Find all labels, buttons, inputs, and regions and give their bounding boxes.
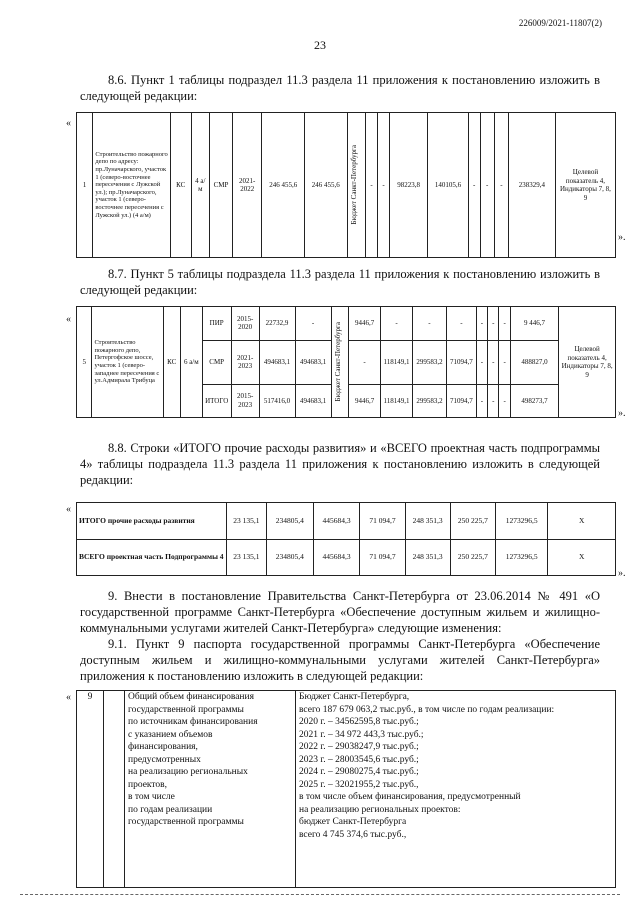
t3-r1-v1: 234805,4	[266, 539, 313, 576]
t2-r0-cost: 22732,9	[259, 307, 295, 341]
t1-c2: -	[378, 113, 390, 258]
t2-r2-limit: 494683,1	[295, 384, 331, 418]
t4-right-line: всего 187 679 063,2 тыс.руб., в том числе по годам реализации:	[299, 704, 555, 715]
t3-r0-v0: 23 135,1	[226, 503, 266, 540]
t2-r2-total: 498273,7	[510, 384, 558, 418]
t2-r2-v4: -	[476, 384, 487, 418]
t4-num: 9	[77, 691, 104, 888]
t2-r0-v1: -	[381, 307, 413, 341]
t2-r1-v6: -	[499, 340, 510, 384]
t1-capacity: 4 а/м	[191, 113, 210, 258]
t4-left-line: с указанием объемов	[128, 729, 213, 740]
t2-r2-cost: 517416,0	[259, 384, 295, 418]
t3-r0-v5: 250 225,7	[450, 503, 495, 540]
t1-c6: -	[480, 113, 494, 258]
paragraph-8-6: 8.6. Пункт 1 таблицы подраздел 11.3 раздела 11 приложения к постановлению изложить в следующей редакции:	[80, 73, 600, 103]
t2-r0-v0: 9446,7	[349, 307, 381, 341]
t1-stage: СМР	[210, 113, 233, 258]
table-item-1	[76, 112, 616, 258]
t2-r0-v2: -	[412, 307, 446, 341]
t3-r1-v2: 445684,3	[313, 539, 360, 576]
t1-c1: -	[366, 113, 378, 258]
t2-r2-period: 2015-2023	[231, 384, 259, 418]
table3-open-quote: «	[66, 504, 71, 515]
table3-close-quote: ».	[618, 568, 626, 579]
t1-name: Строительство пожарного депо по адресу: пр.Луначарского, участок 1 (северо-восточнее пересечения с Лужской ул.); пр.Луначарского, участок 1 (северо-восточнее пересечения с Лужской ул.) (4 а/м)	[93, 113, 170, 258]
table-passport-item-9	[76, 690, 616, 888]
t2-r1-total: 488827,0	[510, 340, 558, 384]
t2-r1-stage: СМР	[202, 340, 231, 384]
t2-r2-stage: ИТОГО	[202, 384, 231, 418]
t4-right-line: 2023 г. – 28003545,6 тыс.руб.;	[299, 754, 419, 765]
t4-right-line: в том числе объем финансирования, предусмотренный	[299, 792, 521, 802]
t4-right-column	[296, 691, 616, 888]
t3-r0-v1: 234805,4	[266, 503, 313, 540]
t4-right-line: на реализацию региональных проектов:	[299, 804, 461, 815]
t1-c7: -	[494, 113, 508, 258]
t2-capacity: 6 а/м	[181, 307, 203, 418]
paragraph-9-1: 9.1. Пункт 9 паспорта государственной программы Санкт-Петербурга «Обеспечение доступным жильем и жилищно-коммунальными услугами жителей Санкт-Петербурга» приложения к постановлению изложить в следующей редакции:	[80, 637, 600, 683]
t4-right-line: Бюджет Санкт-Петербурга,	[299, 692, 410, 702]
paragraph-9: 9. Внести в постановление Правительства Санкт-Петербурга от 23.06.2014 № 491 «О государственной программе Санкт-Петербурга «Обеспечение доступным жильем и жилищно-коммунальными услугами жителей Санкт-Петербурга» следующие изменения:	[80, 589, 600, 635]
t2-r1-v5: -	[488, 340, 499, 384]
t2-r2-v5: -	[488, 384, 499, 418]
t2-r0-limit: -	[295, 307, 331, 341]
t2-r1-v4: -	[476, 340, 487, 384]
t4-right-line: 2020 г. – 34562595,8 тыс.руб.;	[299, 717, 419, 727]
t2-r1-period: 2021-2023	[231, 340, 259, 384]
t2-r0-stage: ПИР	[202, 307, 231, 341]
t2-r1-v2: 299583,2	[412, 340, 446, 384]
t2-name: Строительство пожарного депо, Петергофское шоссе, участок 1 (северо-западнее пересечения с ул.Адмирала Трибуца	[92, 307, 163, 418]
t2-r0-v3: -	[446, 307, 476, 341]
t4-left-line: по годам реализации	[128, 804, 213, 815]
t1-indicator: Целевой показатель 4, Индикаторы 7, 8, 9	[555, 113, 615, 258]
t2-r2-v1: 118149,1	[381, 384, 413, 418]
t3-r1-v5: 250 225,7	[450, 539, 495, 576]
t3-r1-v4: 248 351,3	[405, 539, 450, 576]
t4-right-line: 2021 г. – 34 972 443,3 тыс.руб.;	[299, 729, 424, 740]
t4-right-line: 2025 г. – 32021955,2 тыс.руб.,	[299, 779, 419, 790]
table1-open-quote: «	[66, 118, 71, 129]
t1-type: КС	[170, 113, 191, 258]
t1-period: 2021-2022	[232, 113, 261, 258]
document-number: 226009/2021-11807(2)	[518, 18, 602, 28]
t2-r0-v4: -	[476, 307, 487, 341]
t4-right-line: 2022 г. – 29038247,9 тыс.руб.;	[299, 742, 419, 752]
t2-source: Бюджет Санкт-Петербурга	[333, 322, 342, 402]
t2-r2-v2: 299583,2	[412, 384, 446, 418]
t4-left-line: проектов,	[128, 779, 168, 790]
paragraph-8-7: 8.7. Пункт 5 таблицы подраздела 11.3 раздела 11 приложения к постановлению изложить в следующей редакции:	[80, 267, 600, 297]
table2-open-quote: «	[66, 314, 71, 325]
page-bottom-divider	[20, 894, 620, 895]
t4-right-line: 2024 г. – 29080275,4 тыс.руб.;	[299, 767, 419, 777]
t4-left-line: по источникам финансирования	[128, 717, 258, 727]
t3-r0-label: ИТОГО прочие расходы развития	[77, 503, 227, 540]
t2-num: 5	[77, 307, 92, 418]
t3-r0-v4: 248 351,3	[405, 503, 450, 540]
paragraph-8-8: 8.8. Строки «ИТОГО прочие расходы развития» и «ВСЕГО проектная часть подпрограммы 4» таблицы подраздела 11.3 раздела 11 приложения к постановлению изложить в следующей редакции:	[80, 441, 600, 487]
t4-left-line: на реализацию региональных	[128, 767, 248, 777]
page-number: 23	[314, 38, 326, 52]
t2-r1-v3: 71094,7	[446, 340, 476, 384]
t2-r1-cost: 494683,1	[259, 340, 295, 384]
t4-left-line: государственной программы	[128, 704, 244, 715]
t3-r0-v2: 445684,3	[313, 503, 360, 540]
t3-r0-v6: 1273296,5	[495, 503, 547, 540]
t2-r2-v6: -	[499, 384, 510, 418]
t2-r1-v1: 118149,1	[381, 340, 413, 384]
t4-right-line: всего 4 745 374,6 тыс.руб.,	[299, 829, 407, 840]
t2-r1-v0: -	[349, 340, 381, 384]
t4-left-line: государственной программы	[128, 817, 244, 827]
t3-r1-v0: 23 135,1	[226, 539, 266, 576]
t1-num: 1	[77, 113, 93, 258]
t4-left-line: предусмотренных	[128, 754, 201, 765]
t3-r0-v3: 71 094,7	[360, 503, 405, 540]
t2-r0-period: 2015-2020	[231, 307, 259, 341]
t1-cost: 246 455,6	[262, 113, 305, 258]
t4-right-line: бюджет Санкт-Петербурга	[299, 817, 407, 827]
t1-c4: 140105,6	[428, 113, 468, 258]
t2-type: КС	[163, 307, 181, 418]
t2-indicator: Целевой показатель 4, Индикаторы 7, 8, 9	[559, 307, 616, 418]
table-totals	[76, 502, 616, 576]
t2-r0-v6: -	[499, 307, 510, 341]
table-item-5	[76, 306, 616, 418]
t3-r1-v6: 1273296,5	[495, 539, 547, 576]
t3-r1-v3: 71 094,7	[360, 539, 405, 576]
t4-left-line: в том числе	[128, 792, 175, 802]
t2-r0-total: 9 446,7	[510, 307, 558, 341]
table1-close-quote: ».	[618, 232, 626, 243]
t1-c5: -	[468, 113, 480, 258]
t1-source: Бюджет Санкт-Петербурга	[349, 145, 358, 225]
t3-r1-x: Х	[548, 539, 616, 576]
table4-open-quote: «	[66, 692, 71, 703]
t1-c3: 98223,8	[390, 113, 428, 258]
t4-left-column	[125, 691, 296, 888]
t1-total: 238329,4	[508, 113, 555, 258]
t4-left-line: Общий объем финансирования	[128, 692, 254, 702]
t3-r0-x: Х	[548, 503, 616, 540]
t2-r0-v5: -	[488, 307, 499, 341]
t2-r2-v3: 71094,7	[446, 384, 476, 418]
t2-r2-v0: 9446,7	[349, 384, 381, 418]
t4-left-line: финансирования,	[128, 742, 198, 752]
t2-r1-limit: 494683,1	[295, 340, 331, 384]
t3-r1-label: ВСЕГО проектная часть Подпрограммы 4	[77, 539, 227, 576]
table2-close-quote: ».	[618, 408, 626, 419]
t1-limit: 246 455,6	[304, 113, 347, 258]
